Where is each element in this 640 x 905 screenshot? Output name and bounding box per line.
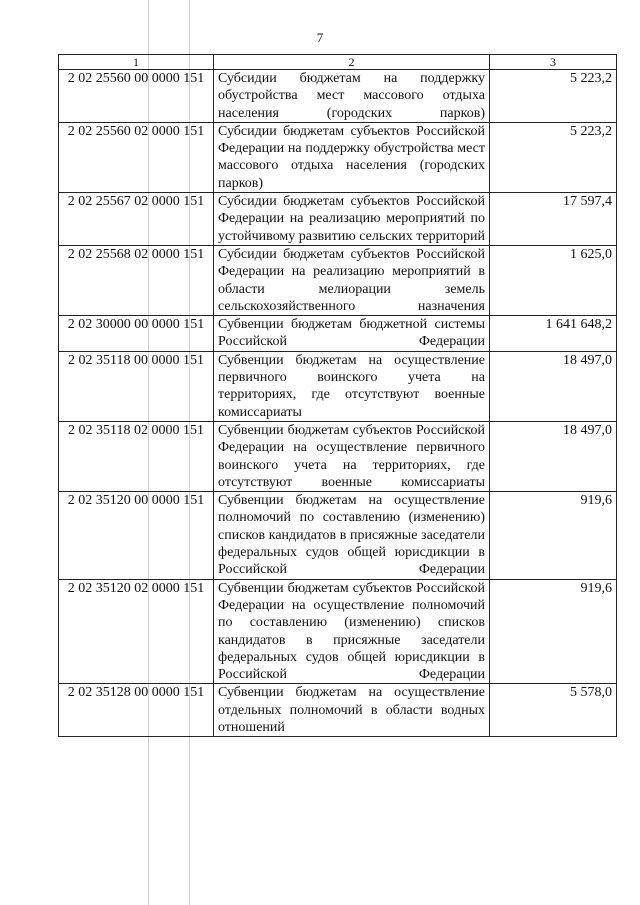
row-code: 2 02 35118 00 0000 151 — [59, 351, 214, 421]
row-code: 2 02 35120 02 0000 151 — [59, 579, 214, 684]
row-code: 2 02 35128 00 0000 151 — [59, 684, 214, 737]
row-code: 2 02 25568 02 0000 151 — [59, 245, 214, 315]
row-description: Субвенции бюджетам бюджетной системы Российской Федерации — [214, 316, 490, 352]
row-description: Субвенции бюджетам субъектов Российской Федерации на осуществление первичного воинского учета на территориях, где отсутствуют военные комиссариаты — [214, 421, 490, 491]
row-description: Субсидии бюджетам субъектов Российской Федерации на реализацию мероприятий в области мелиорации земель сельскохозяйственного назначения — [214, 245, 490, 315]
table-header-row — [59, 55, 617, 70]
row-amount: 17 597,4 — [490, 193, 617, 246]
row-code: 2 02 30000 00 0000 151 — [59, 316, 214, 352]
row-amount: 18 497,0 — [490, 421, 617, 491]
row-code: 2 02 25560 00 0000 151 — [59, 70, 214, 123]
row-amount: 919,6 — [490, 579, 617, 684]
table-row — [59, 70, 617, 123]
row-description: Субвенции бюджетам на осуществление полномочий по составлению (изменению) списков кандидатов в присяжные заседатели федеральных судов общей юрисдикции в Российской Федерации — [214, 492, 490, 579]
table-row — [59, 122, 617, 192]
column-header-amount: 3 — [490, 55, 617, 70]
row-code: 2 02 25560 02 0000 151 — [59, 122, 214, 192]
row-amount: 18 497,0 — [490, 351, 617, 421]
row-description: Субвенции бюджетам на осуществление отдельных полномочий в области водных отношений — [214, 684, 490, 737]
table-row — [59, 684, 617, 737]
budget-revenue-table — [58, 54, 617, 737]
table-row — [59, 245, 617, 315]
row-description: Субсидии бюджетам субъектов Российской Федерации на реализацию мероприятий по устойчивому развитию сельских территорий — [214, 193, 490, 246]
row-amount: 1 641 648,2 — [490, 316, 617, 352]
column-header-code: 1 — [59, 55, 214, 70]
row-description: Субсидии бюджетам на поддержку обустройства мест массового отдыха населения (городских парков) — [214, 70, 490, 123]
row-code: 2 02 35118 02 0000 151 — [59, 421, 214, 491]
page-number: 7 — [316, 30, 324, 45]
row-amount: 5 223,2 — [490, 70, 617, 123]
table-row — [59, 579, 617, 684]
row-amount: 5 223,2 — [490, 122, 617, 192]
table-row — [59, 492, 617, 579]
row-code: 2 02 25567 02 0000 151 — [59, 193, 214, 246]
column-header-description: 2 — [214, 55, 490, 70]
row-code: 2 02 35120 00 0000 151 — [59, 492, 214, 579]
row-amount: 5 578,0 — [490, 684, 617, 737]
table-row — [59, 351, 617, 421]
table-row — [59, 316, 617, 352]
table-row — [59, 193, 617, 246]
row-amount: 1 625,0 — [490, 245, 617, 315]
row-amount: 919,6 — [490, 492, 617, 579]
table-row — [59, 421, 617, 491]
row-description: Субсидии бюджетам субъектов Российской Федерации на поддержку обустройства мест массового отдыха населения (городских парков) — [214, 122, 490, 192]
row-description: Субвенции бюджетам на осуществление первичного воинского учета на территориях, где отсутствуют военные комиссариаты — [214, 351, 490, 421]
row-description: Субвенции бюджетам субъектов Российской Федерации на осуществление полномочий по составлению (изменению) списков кандидатов в присяжные заседатели федеральных судов общей юрисдикции в Российской Федерации — [214, 579, 490, 684]
